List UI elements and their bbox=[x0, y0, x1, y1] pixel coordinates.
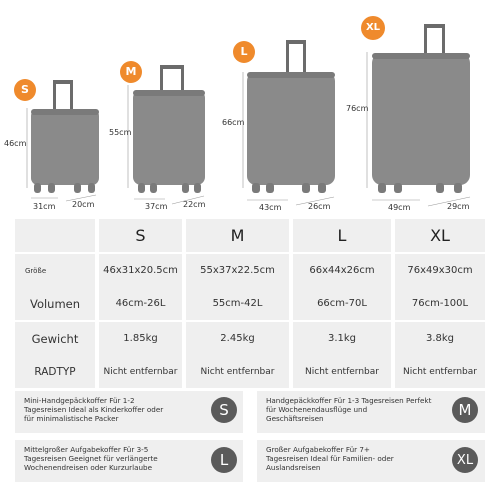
table-corner bbox=[15, 219, 95, 252]
table-row-label-volumen: Volumen bbox=[15, 287, 95, 320]
table-cell: 3.1kg bbox=[293, 322, 391, 355]
suitcase-m-depth-label: 22cm bbox=[183, 200, 206, 209]
suitcase-l-height-label: 66cm bbox=[222, 118, 245, 127]
description-line: Großer Aufgabekoffer Für 7+ bbox=[266, 445, 370, 454]
description-line: Mini-Handgepäckkoffer Für 1-2 bbox=[24, 396, 135, 405]
table-cell: 76cm-100L bbox=[395, 287, 485, 320]
suitcase-illustrations bbox=[0, 0, 500, 215]
table-cell: 46x31x20.5cm bbox=[99, 254, 182, 287]
size-badge-xl: XL bbox=[361, 16, 385, 40]
description-text-xl bbox=[266, 445, 446, 472]
description-line: Wochenendreisen oder Kurzurlaube bbox=[24, 463, 153, 472]
suitcase-s-width-label: 31cm bbox=[33, 202, 56, 211]
suitcase-xl-height-label: 76cm bbox=[346, 104, 369, 113]
description-line: für Wochenendausflüge und bbox=[266, 405, 368, 414]
table-cell: 66x44x26cm bbox=[293, 254, 391, 287]
table-cell: 1.85kg bbox=[99, 322, 182, 355]
description-line: Geschäftsreisen bbox=[266, 414, 324, 423]
table-header-s: S bbox=[99, 219, 182, 252]
table-cell: 55x37x22.5cm bbox=[186, 254, 289, 287]
size-badge-s: S bbox=[14, 79, 36, 101]
size-circle-xl: XL bbox=[452, 447, 478, 473]
suitcase-s-height-label: 46cm bbox=[4, 139, 27, 148]
suitcase-m-height-label: 55cm bbox=[109, 128, 132, 137]
description-line: Tagesreisen Ideal als Kinderkoffer oder bbox=[24, 405, 164, 414]
description-text-m bbox=[266, 396, 451, 423]
size-circle-l: L bbox=[211, 447, 237, 473]
table-header-xl: XL bbox=[395, 219, 485, 252]
table-cell: 55cm-42L bbox=[186, 287, 289, 320]
size-badge-m: M bbox=[120, 61, 142, 83]
suitcase-s-depth-label: 20cm bbox=[72, 200, 95, 209]
table-header-m: M bbox=[186, 219, 289, 252]
table-cell: 3.8kg bbox=[395, 322, 485, 355]
table-cell: 76x49x30cm bbox=[395, 254, 485, 287]
table-row-label-gewicht: Gewicht bbox=[15, 322, 95, 355]
table-cell: Nicht entfernbar bbox=[99, 355, 182, 388]
description-text-l bbox=[24, 445, 204, 472]
table-cell: Nicht entfernbar bbox=[395, 355, 485, 388]
description-line: Handgepäckkoffer Für 1-3 Tagesreisen Perfekt bbox=[266, 396, 432, 405]
size-circle-m: M bbox=[452, 397, 478, 423]
table-cell: Nicht entfernbar bbox=[293, 355, 391, 388]
table-cell: Nicht entfernbar bbox=[186, 355, 289, 388]
table-cell: 46cm-26L bbox=[99, 287, 182, 320]
suitcase-l-depth-label: 26cm bbox=[308, 202, 331, 211]
table-cell: 66cm-70L bbox=[293, 287, 391, 320]
suitcase-m-width-label: 37cm bbox=[145, 202, 168, 211]
suitcase-xl-depth-label: 29cm bbox=[447, 202, 470, 211]
table-cell: 2.45kg bbox=[186, 322, 289, 355]
description-line: Mittelgroßer Aufgabekoffer Für 3-5 bbox=[24, 445, 149, 454]
table-header-l: L bbox=[293, 219, 391, 252]
table-row-label-groesse: Größe bbox=[15, 254, 95, 287]
description-line: Auslandsreisen bbox=[266, 463, 321, 472]
size-badge-l: L bbox=[233, 41, 255, 63]
description-line: Tagesreisen Ideal für Familien- oder bbox=[266, 454, 394, 463]
description-line: Tagesreisen Geeignet für verlängerte bbox=[24, 454, 158, 463]
size-circle-s: S bbox=[211, 397, 237, 423]
table-row-label-radtyp: RADTYP bbox=[15, 355, 95, 388]
suitcase-xl-width-label: 49cm bbox=[388, 203, 411, 212]
suitcase-s-illustration bbox=[0, 0, 500, 215]
suitcase-l-width-label: 43cm bbox=[259, 203, 282, 212]
description-text-s bbox=[24, 396, 204, 423]
description-line: für minimalistische Packer bbox=[24, 414, 119, 423]
